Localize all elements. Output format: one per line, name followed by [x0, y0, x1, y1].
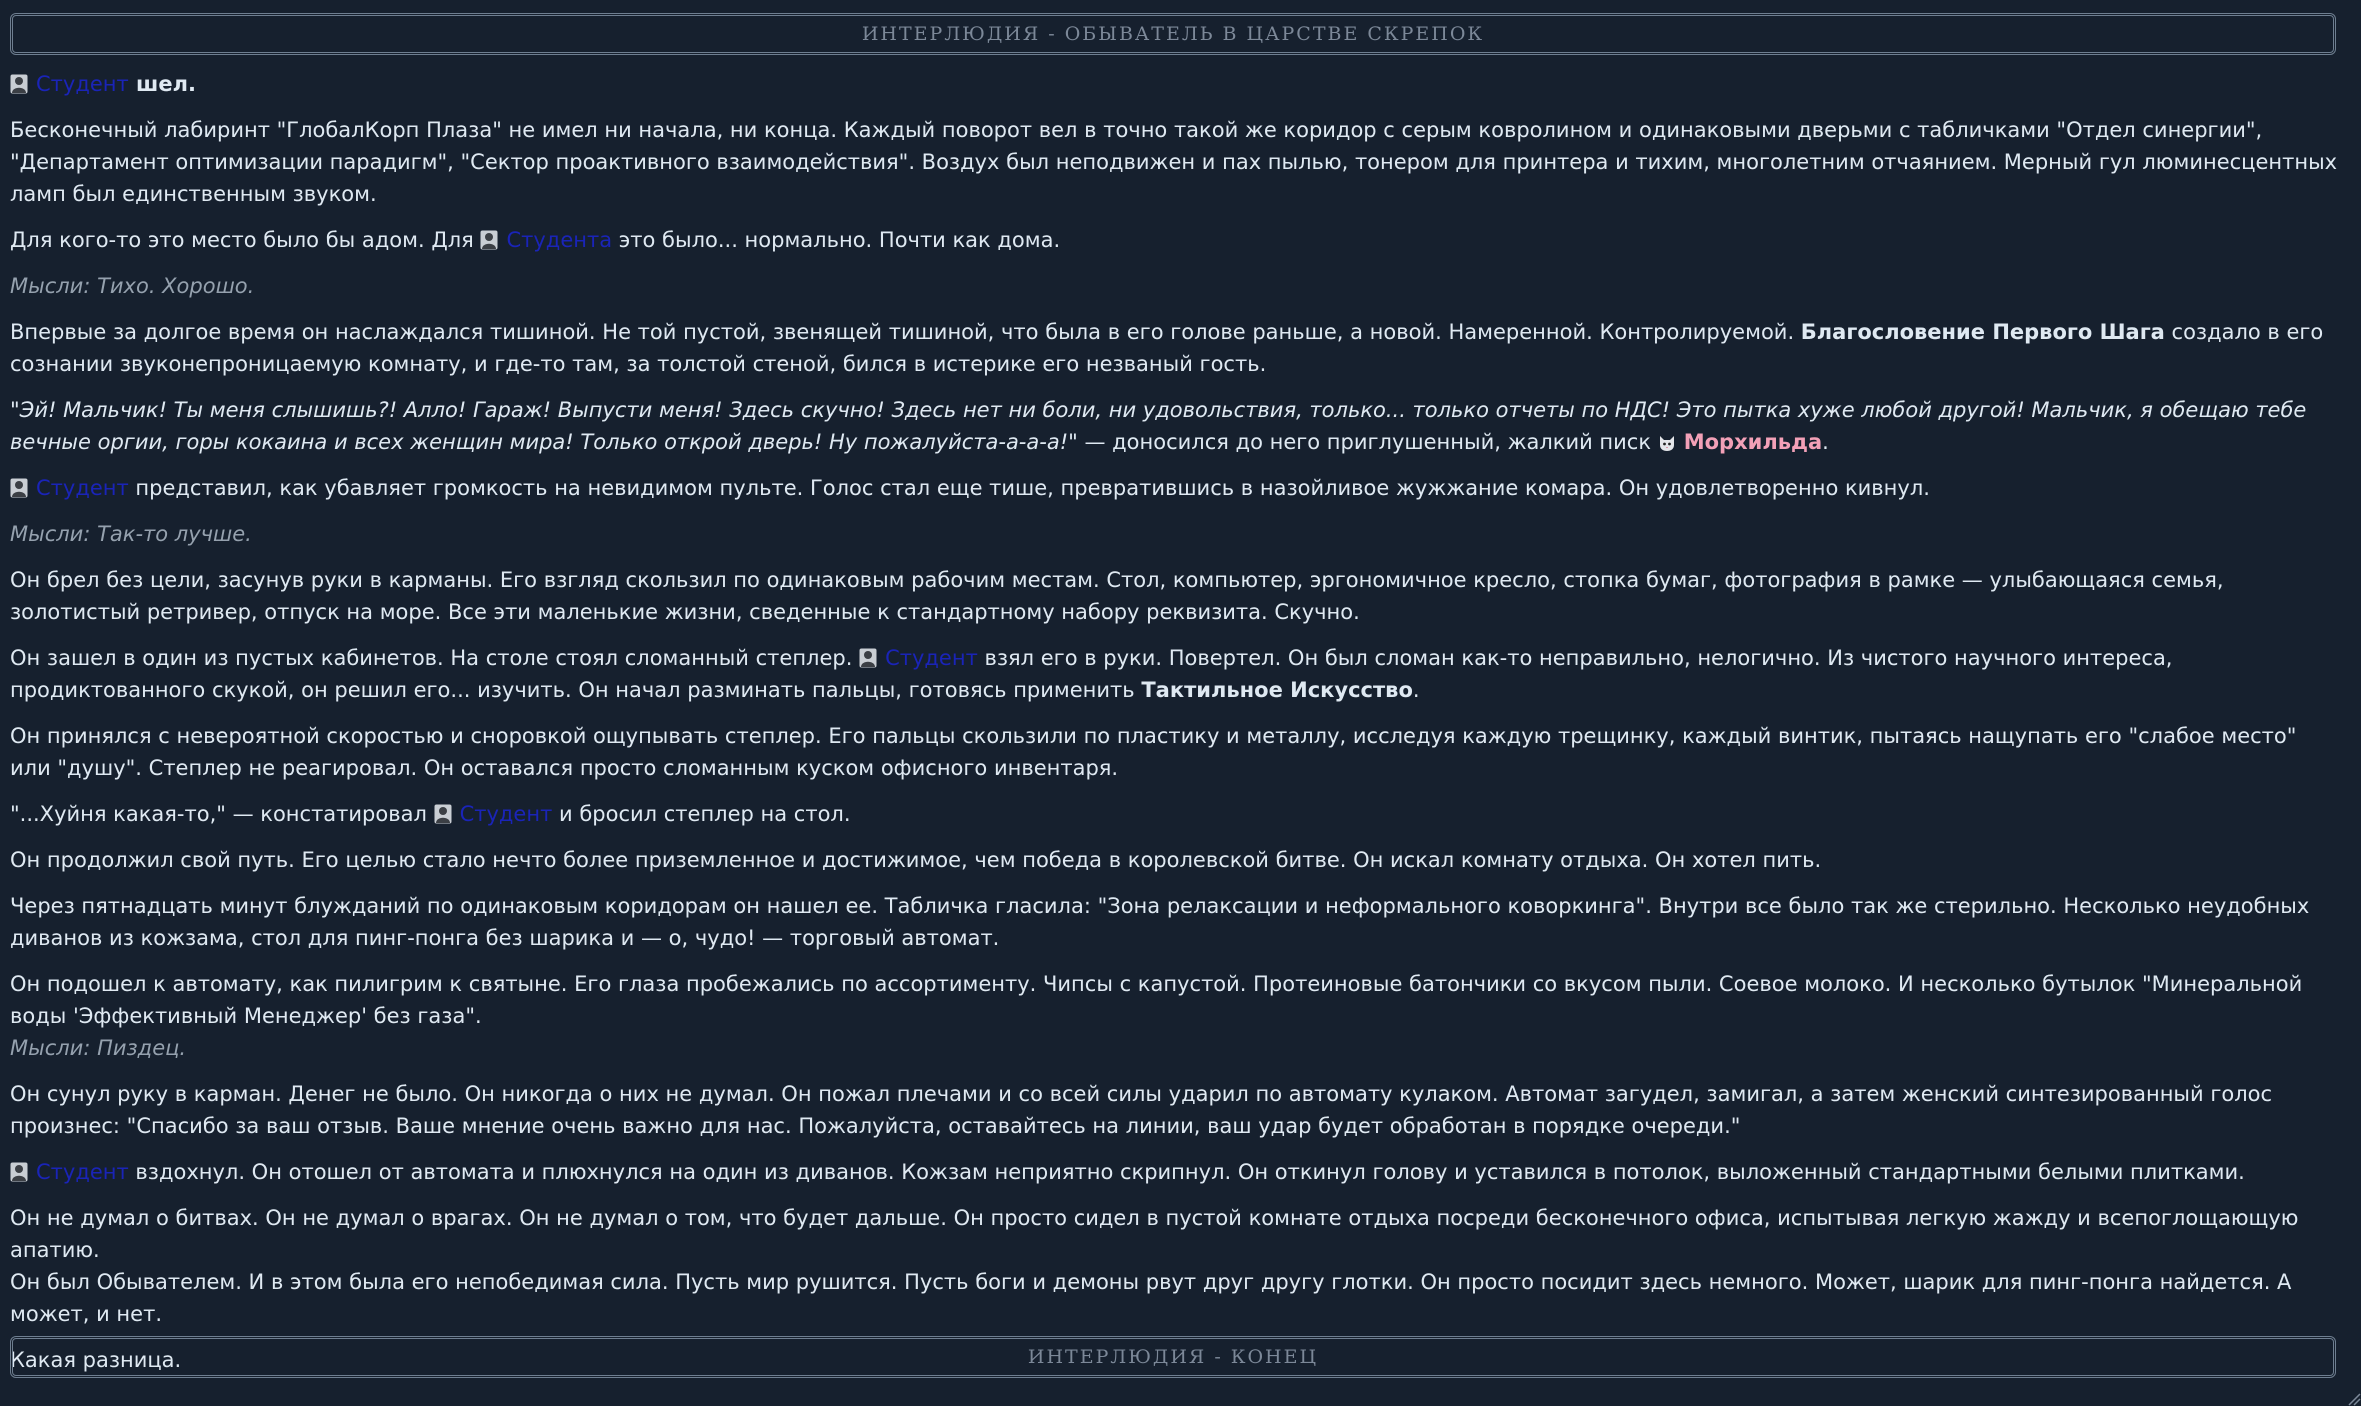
thought-1: Мысли: Тихо. Хорошо. — [10, 274, 255, 298]
paragraph-3: Для кого-то это место было бы адом. Для Студента это было... нормально. Почти как дома. — [10, 228, 1061, 252]
paragraph-12: Через пятнадцать минут блужданий по одинаковым коридорам он нашел ее. Табличка гласила: "Зона релаксации и неформального коворкинга". Внутри все было так же стерильно. Несколько неудобных диванов из кожзама, стол для пинг-понга без шарика и — о, чудо! — торговый автомат. — [10, 894, 2310, 950]
paragraph-11: Он продолжил свой путь. Его целью стало нечто более приземленное и достижимое, чем победа в королевской битве. Он искал комнату отдыха. Он хотел пить. — [10, 848, 1822, 872]
paragraph-16b: Он был Обывателем. И в этом была его непобедимая сила. Пусть мир рушится. Пусть боги и демоны рвут друг другу глотки. Он просто посидит здесь немного. Может, шарик для пинг-понга найдется. А может, и нет. — [10, 1270, 2292, 1326]
resize-grip-icon[interactable] — [2343, 1388, 2361, 1406]
paragraph-1: Студент шел. — [10, 68, 2340, 100]
character-student[interactable]: Студент — [885, 646, 978, 670]
paragraph-4: Впервые за долгое время он наслаждался тишиной. Не той пустой, звенящей тишиной, что была в его голове раньше, а новой. Намеренной. Контролируемой. Благословение Первого Шага создало в его сознании звуконепроницаемую комнату, и где-то там, за толстой стеной, бился в истерике его незваный гость. — [10, 320, 2324, 376]
paragraph-2: Бесконечный лабиринт "ГлобалКорп Плаза" не имел ни начала, ни конца. Каждый поворот вел в точно такой же коридор с серым ковролином и одинаковыми дверьми с табличками "Отдел синергии", "Департамент оптимизации парадигм", "Сектор проактивного взаимодействия". Воздух был неподвижен и пах пылью, тонером для принтера и тихим, многолетним отчаянием. Мерный гул люминесцентных ламп был единственным звуком. — [10, 118, 2338, 206]
cat-face-icon — [1658, 432, 1676, 452]
person-bust-icon — [480, 230, 498, 250]
top-banner-title: ИНТЕРЛЮДИЯ - ОБЫВАТЕЛЬ В ЦАРСТВЕ СКРЕПОК — [861, 23, 1485, 45]
character-student[interactable]: Студент — [36, 72, 129, 96]
story-text — [10, 68, 2340, 1390]
paragraph-6: Студент представил, как убавляет громкость на невидимом пульте. Голос стал еще тише, превратившись в назойливое жужжание комара. Он удовлетворенно кивнул. — [10, 472, 2340, 504]
person-bust-icon — [10, 478, 28, 498]
paragraph-14: Он сунул руку в карман. Денег не было. Он никогда о них не думал. Он пожал плечами и со всей силы ударил по автомату кулаком. Автомат загудел, замигал, а затем женский синтезированный голос произнес: "Спасибо за ваш отзыв. Ваше мнение очень важно для нас. Пожалуйста, оставайтесь на линии, ваш удар будет обработан в порядке очереди." — [10, 1082, 2273, 1138]
person-bust-icon — [10, 1162, 28, 1182]
skill-name: Тактильное Искусство — [1141, 678, 1413, 702]
morkhilda-quote: "Эй! Мальчик! Ты меня слышишь?! Алло! Гараж! Выпусти меня! Здесь скучно! Здесь нет ни боли, ни удовольствия, только... только отчеты по НДС! Это пытка хуже любой другой! Мальчик, я обещаю тебе вечные оргии, горы кокаина и всех женщин мира! Только открой дверь! Ну пожалуйста-а-а-а!" — [10, 398, 2307, 454]
paragraph-8: Он зашел в один из пустых кабинетов. На столе стоял сломанный степлер. Студент взял его в руки. Повертел. Он был сломан как-то неправильно, нелогично. Из чистого научного интереса, продиктованного скукой, он решил его... изучить. Он начал разминать пальцы, готовясь применить Тактильное Искусство. — [10, 646, 2173, 702]
paragraph-9: Он принялся с невероятной скоростью и сноровкой ощупывать степлер. Его пальцы скользили по пластику и металлу, исследуя каждую трещинку, каждый винтик, пытаясь нащупать его "слабое место" или "душу". Степлер не реагировал. Он оставался просто сломанным куском офисного инвентаря. — [10, 724, 2297, 780]
top-banner — [10, 13, 2336, 55]
person-bust-icon — [434, 804, 452, 824]
paragraph-5: "Эй! Мальчик! Ты меня слышишь?! Алло! Гараж! Выпусти меня! Здесь скучно! Здесь нет ни боли, ни удовольствия, только... только отчеты по НДС! Это пытка хуже любой другой! Мальчик, я обещаю тебе вечные оргии, горы кокаина и всех женщин мира! Только открой дверь! Ну пожалуйста-а-а-а!" — доносился до него приглушенный, жалкий писк Морхильда. — [10, 398, 2307, 454]
thought-3: Мысли: Пиздец. — [10, 1036, 187, 1060]
person-bust-icon — [859, 648, 877, 668]
person-bust-icon — [10, 74, 28, 94]
paragraph-16a: Он не думал о битвах. Он не думал о врагах. Он не думал о том, что будет дальше. Он просто сидел в пустой комнате отдыха посреди бесконечного офиса, испытывая легкую жажду и всепоглощающую апатию. — [10, 1206, 2299, 1262]
paragraph-15: Студент вздохнул. Он отошел от автомата и плюхнулся на один из диванов. Кожзам неприятно скрипнул. Он откинул голову и уставился в потолок, выложенный стандартными белыми плитками. — [10, 1156, 2340, 1188]
paragraph-7: Он брел без цели, засунув руки в карманы. Его взгляд скользил по одинаковым рабочим местам. Стол, компьютер, эргономичное кресло, стопка бумаг, фотография в рамке — улыбающаяся семья, золотистый ретривер, отпуск на море. Все эти маленькие жизни, сведенные к стандартному набору реквизита. Скучно. — [10, 568, 2224, 624]
character-student[interactable]: Студент — [459, 802, 553, 826]
thought-2: Мысли: Так-то лучше. — [10, 522, 252, 546]
character-student[interactable]: Студент — [36, 476, 129, 500]
skill-name: Благословение Первого Шага — [1800, 320, 2165, 344]
character-morkhilda[interactable]: Морхильда — [1683, 430, 1823, 454]
paragraph-13: Он подошел к автомату, как пилигрим к святыне. Его глаза пробежались по ассортименту. Чипсы с капустой. Протеиновые батончики со вкусом пыли. Соевое молоко. И несколько бутылок "Минеральной воды 'Эффективный Менеджер' без газа". — [10, 972, 2303, 1028]
character-student[interactable]: Студент — [36, 1160, 129, 1184]
bottom-banner-title: ИНТЕРЛЮДИЯ - КОНЕЦ — [1027, 1346, 1319, 1368]
paragraph-10: "...Хуйня какая-то," — констатировал Студент и бросил степлер на стол. — [10, 802, 851, 826]
bottom-banner — [10, 1336, 2336, 1378]
paragraph-17: Какая разница. — [10, 1348, 182, 1372]
character-student[interactable]: Студента — [506, 228, 613, 252]
